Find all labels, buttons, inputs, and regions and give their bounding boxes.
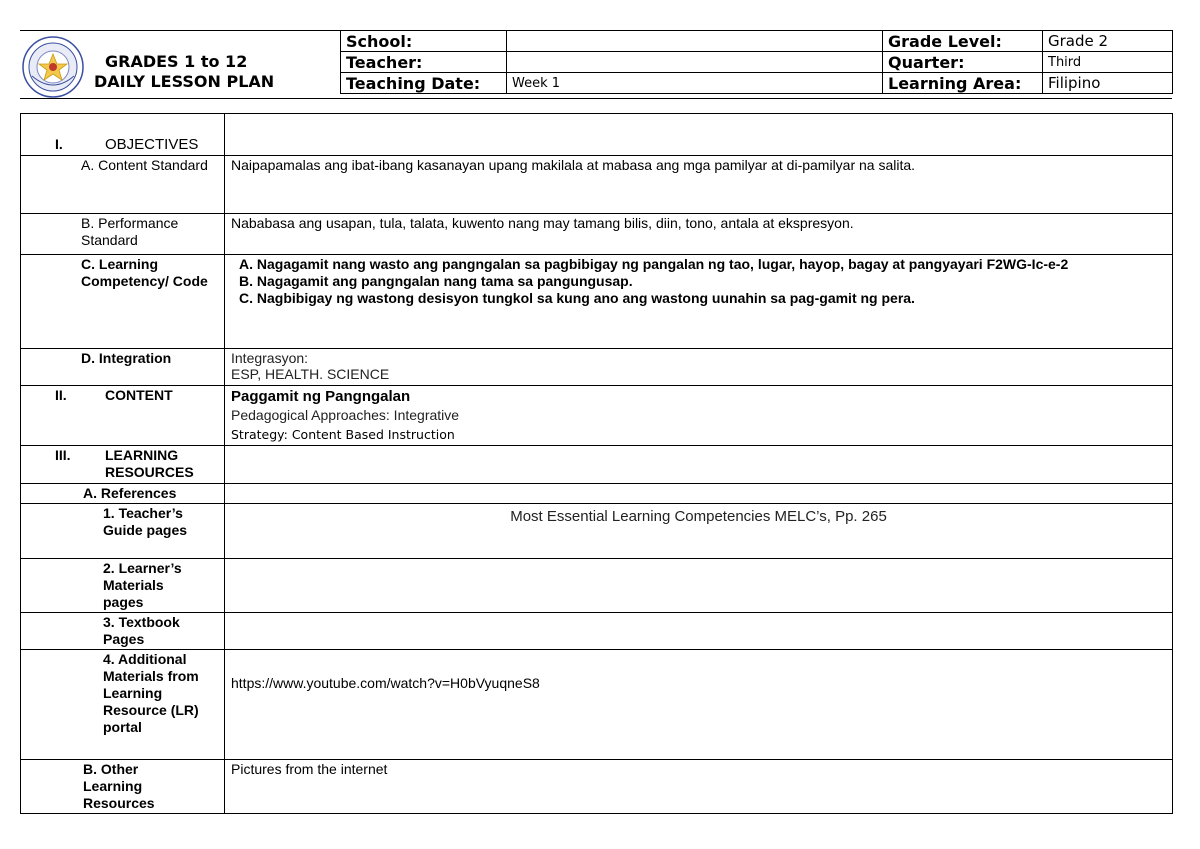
- resources-label: LEARNING RESOURCES: [105, 447, 194, 480]
- teaching-date-label: Teaching Date:: [341, 73, 507, 94]
- other-resources-value: Pictures from the internet: [225, 760, 1173, 814]
- school-label: School:: [341, 31, 507, 52]
- textbook-label: 3. Textbook Pages: [21, 613, 225, 650]
- content-row: [21, 386, 1173, 446]
- content-standard-text: Naipapamalas ang ibat-ibang kasanayan upang makilala at mabasa ang mga pamilyar at di-pamilyar na salita.: [225, 156, 1173, 214]
- integration-line1: Integrasyon:: [231, 350, 309, 366]
- objectives-row: [21, 114, 1173, 156]
- competency-row: [21, 255, 1173, 349]
- references-label: A. References: [21, 484, 225, 504]
- content-label: CONTENT: [105, 387, 173, 403]
- other-resources-row: [21, 760, 1173, 814]
- integration-row: [21, 349, 1173, 386]
- additional-materials-row: [21, 650, 1173, 760]
- header-bottom-rule: [20, 98, 1172, 99]
- grade-level-label: Grade Level:: [883, 31, 1043, 52]
- content-standard-label: A. Content Standard: [21, 156, 225, 214]
- objectives-label: OBJECTIVES: [105, 136, 199, 153]
- textbook-row: [21, 613, 1173, 650]
- other-resources-label: B. Other Learning Resources: [21, 760, 225, 814]
- performance-standard-row: [21, 214, 1173, 255]
- performance-standard-text: Nababasa ang usapan, tula, talata, kuwento nang may tamang bilis, diin, tono, antala at ekspresyon.: [225, 214, 1173, 255]
- references-row: [21, 484, 1173, 504]
- header-info-table: [340, 30, 1173, 94]
- learning-resources-row: [21, 446, 1173, 484]
- learning-area-value: Filipino: [1043, 73, 1173, 94]
- learning-area-label: Learning Area:: [883, 73, 1043, 94]
- integration-label: D. Integration: [21, 349, 225, 386]
- learners-materials-row: [21, 559, 1173, 613]
- learners-materials-label: 2. Learner’s Materials pages: [21, 559, 225, 613]
- teachers-guide-row: [21, 504, 1173, 559]
- quarter-value: Third: [1043, 52, 1173, 73]
- additional-materials-label: 4. Additional Materials from Learning Resource (LR) portal: [21, 650, 225, 760]
- content-strategy: Strategy: Content Based Instruction: [231, 427, 455, 442]
- content-approach: Pedagogical Approaches: Integrative: [231, 407, 460, 423]
- content-topic: Paggamit ng Pangngalan: [231, 388, 411, 405]
- competency-item: B. Nagagamit ang pangngalan nang tama sa pangungusap.: [239, 273, 633, 289]
- performance-standard-label: B. Performance Standard: [21, 214, 225, 255]
- competency-item: C. Nagbibigay ng wastong desisyon tungkol sa kung ano ang wastong uunahin sa pag-gamit ng pera.: [239, 290, 915, 306]
- content-standard-row: [21, 156, 1173, 214]
- grade-level-value: Grade 2: [1043, 31, 1173, 52]
- header-title-line2: DAILY LESSON PLAN: [94, 72, 275, 91]
- teaching-date-value: Week 1: [507, 73, 883, 94]
- header-title-line1: GRADES 1 to 12: [105, 52, 248, 71]
- teacher-value: [507, 52, 883, 73]
- objectives-num: I.: [55, 136, 63, 152]
- quarter-label: Quarter:: [883, 52, 1043, 73]
- teachers-guide-value: Most Essential Learning Competencies MELC’s, Pp. 265: [225, 504, 1173, 559]
- teachers-guide-label: 1. Teacher’s Guide pages: [21, 504, 225, 559]
- teacher-label: Teacher:: [341, 52, 507, 73]
- integration-line2: ESP, HEALTH. SCIENCE: [231, 366, 390, 382]
- competency-label: C. Learning Competency/ Code: [21, 255, 225, 349]
- deped-seal-logo: [22, 36, 84, 98]
- competency-item: A. Nagagamit nang wasto ang pangngalan sa pagbibigay ng pangalan ng tao, lugar, hayop, bagay at pangyayari F2WG-Ic-e-2: [239, 256, 1069, 272]
- resources-num: III.: [55, 447, 71, 463]
- lesson-plan-table: [20, 113, 1173, 814]
- content-num: II.: [55, 387, 67, 403]
- school-value: [507, 31, 883, 52]
- additional-materials-link[interactable]: https://www.youtube.com/watch?v=H0bVyuqneS8: [225, 650, 1173, 760]
